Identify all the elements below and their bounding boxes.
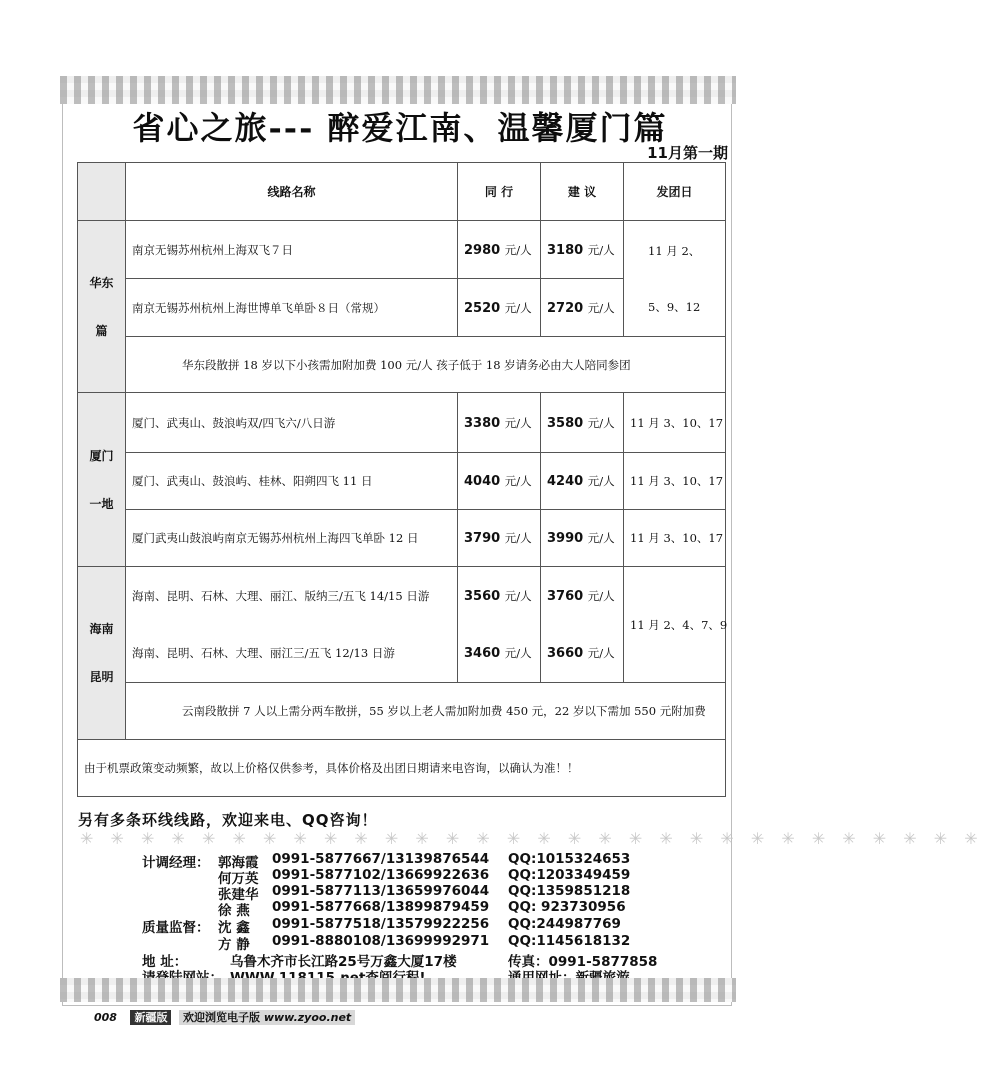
- dates-line: 11 月 2、: [648, 243, 701, 258]
- price-unit: 元/人: [504, 474, 532, 488]
- departure-dates: 11 月 3、10、17: [624, 510, 726, 567]
- price-value: 3580: [547, 415, 584, 431]
- fax-value: 传真：0991-5877858: [508, 954, 658, 970]
- route-name: 厦门、武夷山、鼓浪屿、桂林、阳朔四飞 11 日: [126, 453, 458, 510]
- contact-name: 方 静: [218, 937, 250, 953]
- contact-qq: QQ:1359851218: [508, 883, 631, 899]
- region-note: 云南段散拼 7 人以上需分两车散拼，55 岁以上老人需加附加费 450 元，22 岁以下需加 550 元附加费: [126, 683, 726, 740]
- table-row: [78, 393, 726, 453]
- price-value: 2980: [464, 242, 501, 258]
- contact-qq: QQ: 923730956: [508, 899, 626, 915]
- table-header-row: [78, 163, 726, 221]
- region-label: 篇: [95, 323, 108, 338]
- column-header: 线路名称: [126, 163, 458, 221]
- dates-line: 5、9、12: [648, 299, 701, 314]
- contact-qq: QQ:1203349459: [508, 867, 631, 883]
- price-unit: 元/人: [587, 300, 615, 315]
- departure-dates: 11 月 3、10、17: [624, 393, 726, 453]
- suggested-price: [541, 625, 624, 683]
- region-label: 厦门: [89, 448, 114, 463]
- quality-label: 质量监督：: [142, 920, 210, 936]
- contact-phone: 0991-5877102/13669922636: [272, 867, 490, 883]
- suggested-price: [541, 453, 624, 510]
- issue-label: 11月第一期: [647, 144, 728, 162]
- page-number: 008: [94, 1011, 117, 1024]
- footer-site-link[interactable]: www.zyoo.net: [263, 1011, 352, 1024]
- suggested-price: [541, 393, 624, 453]
- table-row: [78, 337, 726, 393]
- price-value: 3380: [464, 415, 501, 431]
- contact-name: 张建华: [218, 887, 259, 903]
- contact-name: 何万英: [218, 871, 259, 887]
- manager-label: 计调经理：: [142, 855, 210, 871]
- price-unit: 元/人: [504, 646, 532, 661]
- column-header: 同 行: [458, 163, 541, 221]
- price-unit: 元/人: [587, 646, 615, 661]
- price-unit: 元/人: [587, 531, 615, 545]
- contact-phone: 0991-5877668/13899879459: [272, 899, 490, 915]
- peer-price: [458, 625, 541, 683]
- price-unit: 元/人: [504, 300, 532, 315]
- table-row: [78, 567, 726, 625]
- contact-phone: 0991-5877113/13659976044: [272, 883, 490, 899]
- column-header: 发团日: [624, 163, 726, 221]
- suggested-price: [541, 221, 624, 279]
- price-value: 4040: [464, 474, 501, 489]
- column-header: 建 议: [541, 163, 624, 221]
- route-name: 海南、昆明、石林、大理、丽江、版纳三/五飞 14/15 日游: [126, 567, 458, 625]
- bottom-pattern-band: [60, 978, 736, 1002]
- address-value: 乌鲁木齐市长江路25号万鑫大厦17楼: [230, 954, 457, 970]
- region-label: 海南: [89, 622, 114, 636]
- edition-badge: 新疆版: [130, 1010, 171, 1025]
- suggested-price: [541, 279, 624, 337]
- price-value: 2720: [547, 300, 584, 316]
- table-row: [78, 683, 726, 740]
- contact-qq: QQ:1015324653: [508, 851, 631, 867]
- price-unit: 元/人: [504, 531, 532, 545]
- contact-qq: QQ:244987769: [508, 916, 621, 932]
- route-name: 南京无锡苏州杭州上海双飞７日: [126, 221, 458, 279]
- address-label: 地 址：: [142, 954, 188, 970]
- price-value: 3660: [547, 646, 584, 662]
- price-value: 2520: [464, 300, 501, 316]
- table-row: [78, 510, 726, 567]
- footer-message: 欢迎浏览电子版: [182, 1011, 260, 1024]
- departure-dates: 11 月 3、10、17: [624, 453, 726, 510]
- region-label: 昆明: [89, 670, 114, 684]
- suggested-price: [541, 567, 624, 625]
- routes-table: [77, 162, 726, 797]
- footer-text: [179, 1010, 355, 1025]
- region-cell-hainan: [78, 567, 126, 740]
- contact-phone: 0991-5877667/13139876544: [272, 851, 490, 867]
- peer-price: [458, 567, 541, 625]
- region-cell-huadong: [78, 221, 126, 393]
- price-value: 3990: [547, 531, 584, 546]
- peer-price: [458, 221, 541, 279]
- peer-price: [458, 510, 541, 567]
- peer-price: [458, 279, 541, 337]
- price-unit: 元/人: [504, 588, 532, 603]
- route-name: 南京无锡苏州杭州上海世博单飞单卧８日（常规）: [126, 279, 458, 337]
- table-row: [78, 740, 726, 797]
- price-unit: 元/人: [587, 415, 615, 430]
- region-label: 一地: [89, 496, 114, 511]
- price-value: 3760: [547, 588, 584, 604]
- suggested-price: [541, 510, 624, 567]
- top-pattern-band: [60, 76, 736, 104]
- table-row: [78, 221, 726, 279]
- region-label: 华东: [89, 275, 114, 290]
- price-value: 3560: [464, 588, 501, 604]
- region-cell-xiamen: [78, 393, 126, 567]
- page-footer: [94, 1009, 355, 1025]
- route-name: 海南、昆明、石林、大理、丽江三/五飞 12/13 日游: [126, 625, 458, 683]
- region-note: 华东段散拼 18 岁以下小孩需加附加费 100 元/人 孩子低于 18 岁请务必由大人陪同参团: [126, 337, 726, 393]
- contact-name: 徐 燕: [218, 903, 250, 919]
- route-name: 厦门武夷山鼓浪屿南京无锡苏州杭州上海四飞单卧 12 日: [126, 510, 458, 567]
- header-corner: [78, 163, 126, 221]
- peer-price: [458, 393, 541, 453]
- price-value: 3790: [464, 531, 501, 546]
- contact-qq: QQ:1145618132: [508, 933, 631, 949]
- price-unit: 元/人: [504, 415, 532, 430]
- price-value: 3180: [547, 242, 584, 258]
- page-title: 省心之旅--- 醉爱江南、温馨厦门篇: [132, 109, 668, 147]
- price-unit: 元/人: [587, 474, 615, 488]
- star-decoration: ✳ ✳ ✳ ✳ ✳ ✳ ✳ ✳ ✳ ✳ ✳ ✳ ✳ ✳ ✳ ✳ ✳ ✳ ✳ ✳ ✳ ✳ ✳ ✳ ✳ ✳ ✳ ✳ ✳ ✳: [80, 829, 984, 848]
- more-routes-banner: 另有多条环线线路，欢迎来电、QQ咨询！: [78, 811, 378, 829]
- price-value: 3460: [464, 646, 501, 662]
- price-notice: 由于机票政策变动频繁，故以上价格仅供参考，具体价格及出团日期请来电咨询，以确认为准！！: [78, 740, 726, 797]
- price-unit: 元/人: [587, 242, 615, 257]
- contact-name: 郭海霞: [218, 855, 259, 871]
- price-value: 4240: [547, 474, 584, 489]
- contact-phone: 0991-5877518/13579922256: [272, 916, 490, 932]
- peer-price: [458, 453, 541, 510]
- contact-phone: 0991-8880108/13699992971: [272, 933, 490, 949]
- route-name: 厦门、武夷山、鼓浪屿双/四飞六/八日游: [126, 393, 458, 453]
- price-unit: 元/人: [504, 242, 532, 257]
- table-row: [78, 453, 726, 510]
- departure-dates: 11 月 2、4、7、9: [624, 567, 726, 683]
- contact-name: 沈 鑫: [218, 920, 250, 936]
- departure-dates: [624, 221, 726, 337]
- price-unit: 元/人: [587, 588, 615, 603]
